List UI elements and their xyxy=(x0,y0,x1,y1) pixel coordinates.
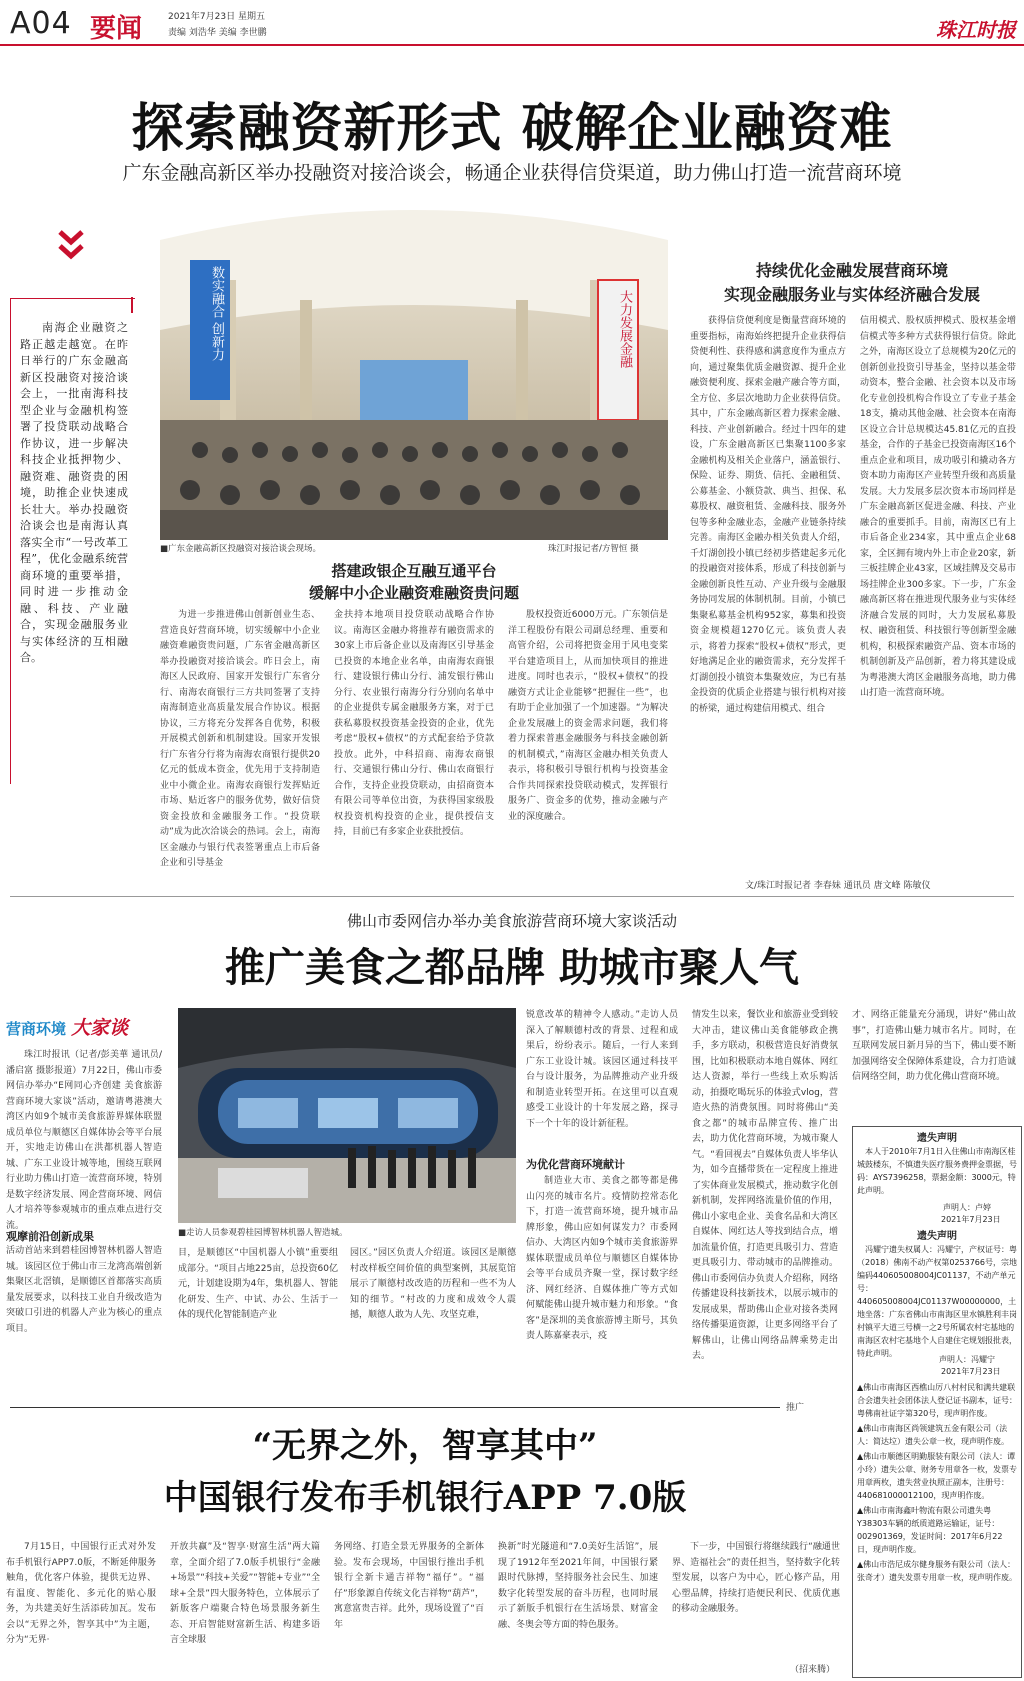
photo-banner-left: 数实融合 创新力 xyxy=(209,266,224,362)
subhead-1-line2: 实现金融服务业与实体经济融合发展 xyxy=(723,285,980,304)
forum-hall-image xyxy=(160,240,668,540)
notice-2-title: 遗失声明 xyxy=(917,1231,957,1242)
section-label: 要闻 xyxy=(90,14,143,44)
article1-col2: 金扶持本地项目投贷联动战略合作协议。南海区金融办将推荐有融资需求的30家上市后备企业以及南海区引导基金已投资的本地企业名单，由南海农商银行、建设银行佛山分行、浦发银行佛山分行、农业银行南海分行分别向名单中的企业提供专属金融服务方案，对于已获私募股权投资基金投资的企业，优先考虑“股权+债权”的方式配套给予贷款投放。此外，中科招商、南海农商银行、交通银行佛山分行、佛山农商银行合作，支持企业投贷联动，由招商资本有限公司等单位出资，为获得国家级股权投资机构投资的企业，提供授信支持，目前已有多家企业获批授信。 xyxy=(334,610,494,837)
exhibition-hall-image xyxy=(178,1008,516,1223)
masthead-date: 2021年7月23日 星期五 xyxy=(168,12,265,22)
classified-item: ▲佛山市南海区西樵山厉八村村民和满共建联合会遗失社会团体法人登记证书副本，证号：粤佛南社证字第320号，现声明作废。 xyxy=(857,1383,1017,1418)
robot-city-photo xyxy=(178,1008,516,1223)
classified-item: ▲佛山市浩尼成尔健身服务有限公司（法人：张奇才）遗失发票专用章一枚，现声明作废。 xyxy=(857,1560,1017,1582)
section-tag xyxy=(90,8,160,44)
article3-headline-line2: 中国银行发布手机银行APP 7.0版 xyxy=(163,1478,687,1518)
article1-byline: 文/珠江时报记者 李春妹 通讯员 唐文峰 陈敏仪 xyxy=(745,881,931,891)
newspaper-logo: 珠江时报 xyxy=(936,18,1016,42)
article3-byline: （招来腾） xyxy=(790,1665,836,1675)
article1-col4: 获得信贷便利度是衡量营商环境的重要指标，南海始终把提升企业获得信贷便利性、获得感和满意度作为重点方向，通过聚集优质金融资源、提升企业融资便利度、探索金融产融合等方面，全方位、多层次地助力企业获得信贷。其中，广东金融高新区着力探索金融、科技、产业创新融合。经过十四年的建设，广东金融高新区已集聚1100多家金融机构及相关企业落户，涵盖银行、保险、证券、期货、信托、金融租赁、公募基金、小额贷款、典当、担保、私募股权、融资租赁、金融科技、服务外包等多种金融业态，金融产业链条持续完善。南海区金融办相关负责人介绍，千灯湖创投小镇已经初步搭建起多元化的投融资对接体系，形成了科技创新与金融创新良性互动、产业升级与金融服务协同发展的体制机制。目前，小镇已集聚私募基金机构952家，募集和投资资金规模超1270亿元。该负责人表示，将着力探索“股权+债权”形式，更好地满足企业的融资需求，充分发挥千灯湖创投小镇资本集聚效应，为已有基金投资的优质企业搭建与银行机构对接的桥梁，通过构建信用模式、组合 xyxy=(690,316,846,714)
article3-col1: 7月15日，中国银行正式对外发布手机银行APP7.0版，不断延伸服务触角，优化客户体验，提供无边界、有温度、智能化、多元化的贴心服务，为共建美好生活添砖加瓦。发布会以“无界之外，智享其中”为主题，分为“无界· xyxy=(6,1542,156,1645)
subhead-1-line1: 持续优化金融发展营商环境 xyxy=(755,261,948,280)
subhead-2-line1: 搭建政银企互融互通平台 xyxy=(331,562,497,580)
article2-body-a: 活动首站来到碧桂园博智林机器人智造城。该园区位于佛山市三龙湾高端创新集聚区北滘镇，是顺德区首都落实高质量发展要求，以科技工业自升级改造为突破口引进的机器人产业为核心的重点项目。 xyxy=(6,1246,162,1334)
photo-caption: ■广东金融高新区投融资对接洽谈会现场。 xyxy=(160,544,322,554)
article2-body-d: 锐意改革的精神令人感动。”走访人员深入了解顺德村改的背景、过程和成果后，纷纷表示。随后，一行人来到广东工业设计城。该园区通过科技平台与设计服务，为品牌推动产业升级和制造业转型开拓。在这里可以直观感受工业设计的十年发展之路，探寻下一个十年的设计新征程。 xyxy=(526,1010,678,1129)
article2-body-f: 情发生以来，餐饮业和旅游业受到较大冲击，建议佛山美食能够政企携手，多方联动，积极营造良好消费氛围，比如积极联动本地自媒体、网红达人资源，举行一些线上欢乐购活动，拍摄吃喝玩乐的体验式vlog，营造火热的消费氛围。同时将佛山“美食之都”的城市品牌宣传、推广出去，助力优化营商环境，为城市聚人气。“看回视去”自媒体负责人毕华认为，如今直播带货在一定程度上推进了实体商业发展模式，推动数字化创新机制，发挥网络流量价值的作用，佛山小家电企业、美食名品和大湾区自媒体、网红达人等找到结合点，增加流量价值，打造更具吸引力、营造更具吸引力、带动城市的品牌推动。佛山市委网信办负责人介绍称，网络传播建设科技新技术，以展示城市的发展成果，帮助佛山企业对接各类网络传播渠道资源，让更多网络平台了解佛山，让佛山网络品牌乘势走出去。 xyxy=(692,1010,838,1361)
lead-box-accent xyxy=(131,297,133,313)
article3-headline-line1: “无界之外，智享其中” xyxy=(252,1426,598,1466)
article2-kicker: 佛山市委网信办举办美食旅游营商环境大家谈活动 xyxy=(346,912,677,930)
classified-text: 佛山市南海鑫叶物流有限公司遗失粤Y38303车辆的纸质道路运输证，证号：002901369，发证时间：2017年6月22日，现声明作废。 xyxy=(857,1506,1003,1554)
promo-rule xyxy=(10,1407,780,1408)
notice-2-body: 冯耀宁遗失权属人：冯耀宁，产权证号：粤（2018）佛南不动产权第0253766号，宗地编码440605008004JC01137，不动产单元号：440605008004JC01137W00000000，土地坐落：广东省佛山市南海区里水镇胜利丰岗村镇平大道三号横一之2号所属农村宅基地的南海区农村宅基地个人自建住宅规划报批表，特此声明。 xyxy=(857,1245,1017,1358)
article-finance-forum xyxy=(0,48,1024,898)
classifieds-list xyxy=(857,1381,1017,1671)
article1-deck: 广东金融高新区举办投融资对接洽谈会，畅通企业获得信贷渠道，助力佛山打造一流营商环境 xyxy=(122,162,902,184)
article3-col2: 开放共赢”及“智享·财富生活”两大篇章，全面介绍了7.0版手机银行“金融+场景”“科技+关爱”“智能+专业”“全球+全景”四大服务特色，立体展示了新版客户端聚合特色场景服务新生态、开启智能财富新生活、构建多语言全球服 xyxy=(170,1542,320,1645)
article2-body-g: 才、网络正能量充分涌现，讲好“佛山故事”，打造佛山魅力城市名片。同时，在互联网发展日新月异的当下，佛山要不断加强网络安全保障体系建设，合力打造诚信网络空间，助力优化佛山营商环境。 xyxy=(852,1010,1016,1082)
article2-photo-caption: ■走访人员参观碧桂园博智林机器人智造城。 xyxy=(178,1228,348,1238)
classified-text: 佛山市浩尼成尔健身服务有限公司（法人：张奇才）遗失发票专用章一枚，现声明作废。 xyxy=(857,1560,1017,1582)
article3-col5: 下一步，中国银行将继续践行“融通世界、造福社会”的责任担当，坚持数字化转型发展，以客户为中心，匠心修产品，用心塑品牌，持续打造便民利民、优质优惠的移动金融服务。 xyxy=(672,1542,840,1614)
notice-1-title: 遗失声明 xyxy=(917,1133,957,1144)
classified-text: 佛山市南海区尚领建筑五金有限公司（法人：简达垃）遗失公章一枚，现声明作废。 xyxy=(857,1424,1009,1446)
classified-item: ▲佛山市顺德区明勤服装有限公司（法人：谭小玲）遗失公章、财务专用章各一枚，发票专用章两枚，遗失营业执照正副本，注册号：440681000012100，现声明作废。 xyxy=(857,1452,1017,1500)
article1-col5: 信用模式、股权质押模式、股权基金增信模式等多种方式获得银行信贷。除此之外，南海区设立了总规模为20亿元的创新创业投资引导基金，坚持以基金带动资本，整合金融、社会资本以及市场化专业创投机构合作设立了专业子基金18支，撬动其他金融、社会资本在南海区设立合计总规模达45.81亿元的直投基金，合作的子基金已投资南海区16个重点企业和项目，成功吸引和撬动各方资本助力南海区产业转型升级和高质量发展。大力发展多层次资本市场同样是广东金融高新区促进金融、科技、产业融合的重要抓手。目前，南海区已有上市后备企业234家，其中重点企业68家，全区拥有境内外上市企业20家，新三板挂牌企业43家，区域挂牌及交易市场挂牌企业300多家。下一步，广东金融高新区将在推进现代服务业与实体经济融合发展的同时，大力发展私募股权、融资租赁、科技银行等创新型金融机构，积极探索融资产品、资本市场的机制创新及产品创新，着力将其建设成为粤港澳大湾区金融服务高地，助力佛山打造一流营商环境。 xyxy=(860,316,1016,698)
article1-col1: 为进一步推进佛山创新创业生态、营造良好营商环境，切实缓解中小企业融资难融资贵问题，广东省金融高新区举办投融资对接洽谈会。昨日会上，南海区人民政府、国家开发银行广东省分行、南海农商银行三方共同签署了支持南海制造业高质量发展合作协议。根据协议，三方将充分发挥各自优势，积极开展模式创新和机制建设。国家开发银行广东省分行将为南海农商银行提供20亿元的低成本资金，优先用于支持制造业中小微企业。南海农商银行发挥贴近市场、贴近客户的服务优势，做好信贷资金投放和金融服务工作。“投贷联动”成为此次洽谈会的热词。会上，南海区金融办与银行代表签署重点上市后备企业和引导基金 xyxy=(160,610,320,868)
classified-item: ▲佛山市南海鑫叶物流有限公司遗失粤Y38303车辆的纸质道路运输证，证号：002901369，发证时间：2017年6月22日，现声明作废。 xyxy=(857,1506,1003,1554)
article3-col3: 务网络、打造全景无界服务的全新体验。发布会现场，中国银行推出手机银行全新卡通吉祥物“福仔”。“福仔”形象源自传统文化吉祥物“葫芦”，寓意富贵吉祥。此外，现场设置了“百年 xyxy=(334,1542,484,1630)
notice-2-sign: 声明人：冯耀宁 xyxy=(939,1355,995,1364)
notice-2-date: 2021年7月23日 xyxy=(941,1367,1001,1376)
classified-item: ▲佛山市南海区尚领建筑五金有限公司（法人：简达垃）遗失公章一枚，现声明作废。 xyxy=(857,1424,1009,1446)
article2-body-e: 制造业大市、美食之都等都是佛山闪亮的城市名片。疫情防控常态化下，打造一流营商环境，提升城市品牌形象，佛山应如何谋发力？市委网信办、大湾区内如9个城市美食旅游界媒体联盟成员单位与顺德区自媒体协会等平台成员齐聚一堂，探讨数字经济、网红经济、自媒体推广等方式如何赋能佛山提升城市魅力和形象。“食客”是深圳的美食旅游博主斯号，其负责人陈嘉豪表示，疫 xyxy=(526,1176,678,1341)
article2-body-c: 园区。”园区负责人介绍道。该园区是顺德村改样板空间价值的典型案例，其展览馆展示了顺德村改改造的历程和一些不为人知的细节。“村改的力度和成效令人震撼，顺德人敢为人先、攻坚克难， xyxy=(350,1248,516,1320)
page-number: A04 xyxy=(10,6,72,41)
masthead-rule xyxy=(0,44,1024,46)
article1-divider xyxy=(10,896,1014,897)
classified-text: 佛山市南海区西樵山厉八村村民和满共建联合会遗失社会团体法人登记证书副本，证号：粤佛南社证字第320号，现声明作废。 xyxy=(857,1383,1017,1418)
chevron-down-icon xyxy=(56,228,86,268)
article2-subhead-b: 为优化营商环境献计 xyxy=(526,1158,625,1171)
article3-col4: 换新”时光隧道和“7.0美好生活馆”，展现了1912年至2021年间，中国银行紧跟时代脉搏，坚持服务社会民生、加速数字化转型发展的奋斗历程，也同时展示了新版手机银行在生活场景、财富金融、冬奥会等方面的特色服务。 xyxy=(498,1542,658,1630)
column-logo xyxy=(6,1013,174,1047)
photo-banner-right: 大力发展金融 xyxy=(617,290,632,368)
lead-paragraph: 南海企业融资之路正越走越宽。在昨日举行的广东金融高新区投融资对接洽谈会上，一批南海科技型企业与金融机构签署了投贷联动战略合作协议，进一步解决科技企业抵押物少、融资难、融资贵的困境，助推企业快速成长壮大。举办投融资洽谈会也是南海认真落实全市“一号改革工程”，优化金融系统营商环境的重要举措，同时进一步推动金融、科技、产业融合，实现金融服务业与实体经济的互相融合。 xyxy=(20,321,128,664)
classified-text: 佛山市顺德区明勤服装有限公司（法人：谭小玲）遗失公章、财务专用章各一枚，发票专用章两枚，遗失营业执照正副本，注册号：440681000012100，现声明作废。 xyxy=(857,1452,1017,1500)
notice-1-sign: 声明人：卢婷 xyxy=(943,1203,991,1212)
article2-lead: 珠江时报讯（记者/彭美華 通讯员/潘启富 摄影报道）7月22日，佛山市委网信办举办“E网同心齐创建 美食旅游营商环境大家谈”活动，邀请粤港澳大湾区内如9个城市美食旅游界媒体联盟成员单位与顺德区自媒体协会等平台展开，实地走访佛山在洪都机器人智造城、广东工业设计城等地，围绕互联网行业助力佛山打造一流营商环境，特别是数字经济发展、网企营商环境、网信人才培养等参观城市的重点难点进行交流。 xyxy=(6,1050,162,1231)
subhead-2-line2: 缓解中小企业融资难融资贵问题 xyxy=(308,584,519,602)
notices-panel xyxy=(852,1126,1022,1678)
promo-label: 推广 xyxy=(786,1403,805,1413)
column-logo-b: 大家谈 xyxy=(71,1017,129,1039)
masthead-editors: 责编 刘浩华 美编 李世鹏 xyxy=(168,28,267,38)
article2-body-b: 目，是顺德区“中国机器人小镇”重要组成部分。“项目占地225亩，总投资60亿元，计划建设期为4年，集机器人、智能化研发、生产、中试、办公、生活于一体的现代化智能制造产业 xyxy=(178,1248,338,1320)
notice-1-date: 2021年7月23日 xyxy=(941,1215,1001,1224)
article1-headline: 探索融资新形式 破解企业融资难 xyxy=(131,98,893,159)
article1-col3: 股权投资近6000万元。广东领信是洋工程股份有限公司副总经理、重要和高管介绍，公司将把资金用于风电变桨平台建造项目上，从而加快项目的推进进度。同时也表示，“股权+债权”的投融资方式让企业能够“把握住一些”，也有助于企业加强了一个加速器。“为解决企业发展融上的资金需求问题，我们将着力探索普惠金融服务与科技金融创新的机制模式，”南海区金融办相关负责人表示，将积极引导银行机构与投资基金合作共同探索投贷联动模式，发挥银行服务广、资金多的优势，推动金融与产业的深度融合。 xyxy=(508,610,668,822)
column-logo-a: 营商环境 xyxy=(6,1020,67,1038)
forum-photo xyxy=(160,240,668,540)
article2-headline: 推广美食之都品牌 助城市聚人气 xyxy=(225,944,799,991)
article2-subhead-a: 观摩前沿创新成果 xyxy=(6,1230,94,1243)
photo-credit: 珠江时报记者/方智恒 摄 xyxy=(548,544,639,554)
notice-1-body: 本人于2010年7月1日入住佛山市南海区桂城鼓楼东，不慎遗失医疗服务费押金票据，号码：AYS7396258，票据金额：3000元，特此声明。 xyxy=(857,1147,1017,1195)
masthead xyxy=(0,0,1024,48)
